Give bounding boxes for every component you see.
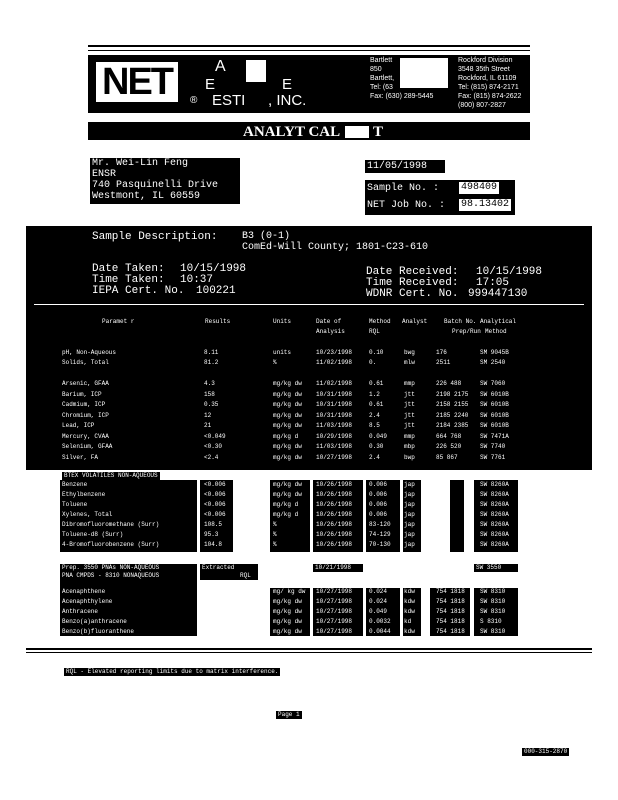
cell-parameter: Toluene-d8 (Surr) [62, 531, 124, 538]
date-taken-label: Date Taken: [92, 263, 165, 275]
page-number: Page 1 [278, 711, 300, 718]
cell-analyst: bwg [404, 349, 415, 356]
cell-method: SW 8260A [480, 491, 509, 498]
cell-result: <0.1 [204, 588, 219, 595]
col-header-analytical: Analytical [480, 318, 517, 325]
doc-title: ANALYT CAL [243, 124, 341, 140]
footnote: RQL - Elevated reporting limits due to matrix interference. [66, 668, 279, 675]
bartlett-line: Fax: (630) 289-5445 [370, 93, 434, 100]
cell-analyst: jap [404, 501, 415, 508]
net-job-row [365, 197, 515, 214]
cell-result: 158 [204, 390, 215, 398]
cell-date: 11/02/1998 [316, 359, 353, 366]
cell-parameter: Benzo(b)fluoranthene [62, 628, 135, 635]
group4-header-date: 10/21/1998 [315, 564, 352, 571]
cell-analyst: jtt [404, 401, 415, 408]
cell-method: SM 2540 [480, 359, 506, 366]
cell-rql: 0.61 [369, 401, 384, 408]
cell-parameter: Solids, Total [62, 359, 109, 366]
cell-parameter: Xylenes, Total [62, 511, 113, 518]
cell-rql: 0.10 [369, 349, 384, 356]
table-row [0, 481, 618, 489]
company-line1: A [215, 58, 226, 75]
cell-result: <0.006 [204, 491, 226, 498]
cell-parameter: Barium, ICP [62, 390, 102, 398]
cell-method: SW 7060 [480, 380, 506, 387]
cell-units: mg/ kg dw [273, 588, 306, 595]
cell-units: mg/kg d [273, 501, 299, 508]
cell-date: 10/26/1998 [316, 531, 353, 538]
bartlett-mask-block [400, 58, 448, 88]
cell-analyst: mlw [404, 359, 415, 366]
cell-method: SW 8310 [480, 598, 506, 605]
cell-analyst: jap [404, 521, 415, 528]
cell-date: 10/26/1998 [316, 491, 353, 498]
cell-analyst: kdw [404, 628, 415, 635]
cell-units: units [273, 349, 292, 356]
cell-result: 108.5 [204, 521, 223, 528]
table-row [0, 349, 618, 357]
table-row [0, 391, 618, 399]
col-header-date-sub: Analysis [316, 328, 345, 335]
cell-date: 10/23/1998 [316, 349, 353, 356]
cell-result: <0.30 [204, 443, 223, 450]
results-table-header [0, 318, 618, 338]
cell-units: mg/kg dw [273, 422, 302, 429]
col-header-batch: Batch No. [444, 318, 477, 325]
cell-analyst: jap [404, 491, 415, 498]
cell-result: <0.2 [204, 608, 219, 615]
cell-units: mg/kg dw [273, 380, 302, 387]
cell-date: 11/03/1998 [316, 422, 353, 429]
document-id: 000-315-2870 [524, 748, 568, 755]
cell-result: <0.049 [204, 432, 226, 440]
cell-method: SW 7471A [480, 432, 509, 440]
cell-analyst: kd [404, 618, 412, 625]
cell-rql: 2.4 [369, 411, 380, 419]
cell-parameter: Lead, ICP [62, 422, 95, 429]
cell-method: SW 8310 [480, 628, 506, 635]
table-row [0, 501, 618, 509]
company-line3b: , INC. [268, 92, 307, 109]
cell-batch: 226 520 [436, 443, 462, 450]
cell-rql: 0.006 [369, 501, 388, 508]
cell-result: <0.010 [204, 618, 226, 625]
rockford-line: Rockford, IL 61109 [458, 75, 517, 82]
table-row [0, 401, 618, 409]
cell-batch: 754 1818 [436, 628, 465, 635]
cell-parameter: pH, Non-Aqueous [62, 349, 117, 356]
cell-result: <2.4 [204, 453, 219, 461]
col-header-analyst: Analyst [402, 318, 428, 325]
cell-date: 10/27/1998 [316, 588, 353, 595]
table-header-rule [34, 304, 584, 305]
rockford-line: Rockford Division [458, 57, 513, 64]
cell-date: 10/29/1998 [316, 432, 353, 440]
cell-units: mg/kg dw [273, 390, 302, 398]
col-header-units: Units [273, 318, 292, 325]
rockford-address [458, 56, 521, 110]
report-date: 11/05/1998 [365, 160, 445, 173]
cell-rql: 0.61 [369, 380, 384, 387]
table-row [0, 598, 618, 606]
cell-date: 11/03/1998 [316, 443, 353, 450]
cell-rql: 1.2 [369, 390, 380, 398]
cell-rql: 0.30 [369, 443, 384, 450]
cell-rql: 2.4 [369, 453, 380, 461]
recipient-city: Westmont, IL 60559 [92, 191, 201, 202]
table-bottom-rule [26, 648, 592, 650]
cell-analyst: kdw [404, 588, 415, 595]
cell-date: 10/27/1998 [316, 608, 353, 615]
cell-method: SW 6010B [480, 390, 509, 398]
rockford-line: Tel: (815) 874-2171 [458, 84, 519, 91]
top-rule-thick [88, 45, 530, 47]
date-received-label: Date Received: [366, 266, 459, 278]
cell-method: SW 8310 [480, 588, 506, 595]
bartlett-line: Tel: (63 [370, 84, 393, 91]
cell-result: 12 [204, 411, 212, 419]
cell-date: 10/26/1998 [316, 511, 353, 518]
col-header-analytical-sub: Method [485, 328, 507, 335]
cell-analyst: jap [404, 531, 415, 538]
company-line2: E [205, 76, 216, 93]
cell-batch: 754 1818 [436, 598, 465, 605]
cell-units: mg/kg dw [273, 491, 302, 498]
cell-parameter: Benzo(a)anthracene [62, 618, 127, 625]
wdnr-value: 999447130 [468, 288, 528, 300]
cell-units: % [273, 521, 277, 528]
cell-method: SW 7761 [480, 453, 506, 461]
sample-job-block [365, 180, 515, 215]
cell-analyst: jap [404, 541, 415, 548]
cell-units: mg/kg dw [273, 608, 302, 615]
cell-batch: 53 [436, 531, 444, 538]
cell-rql: 70-130 [369, 541, 391, 548]
cell-date: 10/26/1998 [316, 541, 353, 548]
company-line2b: E [282, 76, 293, 93]
table-row [0, 531, 618, 539]
cell-rql: 0.024 [369, 588, 388, 595]
cell-rql: 0.049 [369, 432, 388, 440]
cell-date: 10/27/1998 [316, 598, 353, 605]
group4-header-result: Extracted [202, 564, 235, 571]
time-received-label: Time Received: [366, 277, 459, 289]
table-row [0, 608, 618, 616]
cell-method: S 8310 [480, 618, 502, 625]
cell-rql: 0.006 [369, 491, 388, 498]
cell-analyst: jap [404, 481, 415, 488]
cell-batch: 2184 2385 [436, 422, 469, 429]
doc-title-tail: T [373, 124, 384, 140]
cell-batch: 226 488 [436, 380, 462, 387]
sample-no-row [365, 180, 515, 197]
cell-method: SW 6010B [480, 411, 509, 419]
cell-batch: 53 [436, 491, 444, 498]
cell-units: mg/kg dw [273, 481, 302, 488]
cell-batch: 53 [436, 541, 444, 548]
cell-method: SW 8260A [480, 541, 509, 548]
cell-batch: 754 1818 [436, 608, 465, 615]
cell-parameter: Ethylbenzene [62, 491, 106, 498]
table-row [0, 628, 618, 636]
cell-method: SW 6010B [480, 401, 509, 408]
table-row [0, 454, 618, 462]
cell-batch: 754 1818 [436, 588, 465, 595]
recipient-block [90, 158, 240, 204]
group4-header: Prep. 3550 PNAs NON-AQUEOUS [62, 564, 160, 571]
col-header-batch-sub: Prep/Run [452, 328, 481, 335]
cell-parameter: Cadmium, ICP [62, 401, 106, 408]
bartlett-line: Bartlett, [370, 75, 395, 82]
group3-header: BTEX VOLATILES NON-AQUEOUS [64, 472, 158, 479]
registered-mark: ® [190, 95, 198, 106]
recipient-street: 740 Pasquinelli Drive [92, 180, 219, 191]
cell-method: SW 8260A [480, 501, 509, 508]
col-header-parameter: Paramet r [102, 318, 135, 325]
cell-rql: 0.049 [369, 608, 388, 615]
cell-batch: 2185 2240 [436, 411, 469, 419]
cell-parameter: Anthracene [62, 608, 99, 615]
sample-no-value: 498409 [461, 182, 498, 193]
cell-batch: 53 [436, 511, 444, 518]
cell-date: 10/31/1998 [316, 390, 353, 398]
cell-result: 4.3 [204, 380, 215, 387]
cell-date: 10/26/1998 [316, 521, 353, 528]
table-row [0, 380, 618, 388]
sample-desc-label: Sample Description: [92, 231, 218, 243]
cell-method: SW 8260A [480, 511, 509, 518]
cell-result: 95.3 [204, 531, 219, 538]
cell-result: <0.006 [204, 501, 226, 508]
table-row [0, 359, 618, 367]
cell-result: <0.006 [204, 511, 226, 518]
cell-batch: 2158 2155 [436, 401, 469, 408]
company-line3: ESTI [212, 92, 246, 109]
table-row [0, 618, 618, 626]
cell-batch: 53 [436, 501, 444, 508]
cell-parameter: Mercury, CVAA [62, 432, 109, 440]
cell-analyst: mbp [404, 443, 415, 450]
cell-date: 10/31/1998 [316, 411, 353, 419]
time-taken-value: 10:37 [180, 274, 214, 286]
table-row [0, 443, 618, 451]
cell-batch: 2198 2175 [436, 390, 469, 398]
table-row [0, 412, 618, 420]
cell-parameter: Benzene [62, 481, 88, 488]
cell-analyst: mmp [404, 380, 415, 387]
cell-batch: 664 768 [436, 432, 462, 440]
cell-batch: 85 867 [436, 453, 458, 461]
date-received-value: 10/15/1998 [476, 266, 543, 278]
cell-rql: 0.024 [369, 598, 388, 605]
sample-desc-line1: B3 (0-1) [242, 231, 291, 242]
table-row [0, 433, 618, 441]
cell-analyst: jtt [404, 390, 415, 398]
group4-header-method: SW 3550 [476, 564, 502, 571]
cell-rql: 0. [369, 359, 377, 366]
cell-units: mg/kg d [273, 511, 299, 518]
cell-date: 10/31/1998 [316, 401, 353, 408]
cell-result: <0.006 [204, 481, 226, 488]
cell-units: mg/kg dw [273, 453, 302, 461]
cell-analyst: jtt [404, 411, 415, 419]
cell-analyst: jap [404, 511, 415, 518]
cell-parameter: Toluene [62, 501, 88, 508]
wdnr-label: WDNR Cert. No. [366, 288, 459, 300]
cell-units: mg/kg dw [273, 598, 302, 605]
cell-date: 10/26/1998 [316, 501, 353, 508]
time-received-value: 17:05 [476, 277, 510, 289]
recipient-org: ENSR [92, 169, 117, 180]
cell-result: <0.118 [204, 628, 226, 635]
cell-units: % [273, 359, 277, 366]
cell-result: 81.2 [204, 359, 219, 366]
cell-units: mg/kg dw [273, 628, 302, 635]
cell-batch: 53 [436, 481, 444, 488]
net-job-value: 98.13402 [461, 199, 510, 210]
group4-header-rql: RQL [240, 572, 251, 579]
cell-method: SM 9045B [480, 349, 509, 356]
cell-date: 10/27/1998 [316, 628, 353, 635]
col-header-results: Results [205, 318, 231, 325]
cell-units: % [273, 531, 277, 538]
table-row [0, 422, 618, 430]
cell-method: SW 8310 [480, 608, 506, 615]
iepa-label: IEPA Cert. No. [92, 285, 185, 297]
cell-parameter: Arsenic, GFAA [62, 380, 109, 387]
cell-date: 10/27/1998 [316, 453, 353, 461]
cell-parameter: Chromium, ICP [62, 411, 109, 419]
table-row [0, 588, 618, 596]
cell-parameter: 4-Bromofluorobenzene (Surr) [62, 541, 160, 548]
cell-result: 8.11 [204, 349, 219, 356]
cell-units: mg/kg d [273, 432, 299, 440]
table-row [0, 511, 618, 519]
group4-subheader: PNA CMPDS - 8310 NONAQUEOUS [62, 572, 160, 579]
recipient-name: Mr. Wei-Lin Feng [92, 158, 189, 169]
cell-batch: 176 [436, 349, 447, 356]
net-job-label: NET Job No. : [367, 200, 446, 211]
cell-result: <0.1 [204, 598, 219, 605]
table-row [0, 521, 618, 529]
iepa-value: 100221 [196, 285, 236, 297]
cell-parameter: Dibromofluoromethane (Surr) [62, 521, 160, 528]
cell-result: 104.8 [204, 541, 223, 548]
col-header-method: Method [369, 318, 391, 325]
title-mask-block [345, 126, 369, 138]
cell-rql: 8.5 [369, 422, 380, 429]
date-taken-value: 10/15/1998 [180, 263, 247, 275]
table-row [0, 491, 618, 499]
cell-method: SW 8260A [480, 521, 509, 528]
cell-rql: 0.006 [369, 481, 388, 488]
table-row [0, 541, 618, 549]
cell-batch: 53 [436, 521, 444, 528]
time-taken-label: Time Taken: [92, 274, 165, 286]
top-rule-thin [88, 50, 530, 51]
cell-rql: 0.006 [369, 511, 388, 518]
cell-analyst: bwp [404, 453, 415, 461]
cell-units: mg/kg dw [273, 401, 302, 408]
table-bottom-rule-thin [26, 652, 592, 653]
net-logo: NET [96, 62, 178, 102]
cell-analyst: mmp [404, 432, 415, 440]
logo-mask-block [246, 60, 266, 82]
cell-parameter: Acenaphthene [62, 588, 106, 595]
cell-parameter: Acenaphthylene [62, 598, 113, 605]
cell-units: mg/kg dw [273, 618, 302, 625]
sample-no-label: Sample No. : [367, 183, 440, 194]
cell-batch: 2511 [436, 359, 451, 366]
cell-method: SW 7740 [480, 443, 506, 450]
cell-method: SW 8260A [480, 481, 509, 488]
cell-result: 0.35 [204, 401, 219, 408]
col-header-method-sub: RQL [369, 328, 380, 335]
cell-units: mg/kg dw [273, 411, 302, 419]
cell-analyst: kdw [404, 598, 415, 605]
cell-method: SW 8260A [480, 531, 509, 538]
cell-units: % [273, 541, 277, 548]
cell-batch: 754 1818 [436, 618, 465, 625]
rockford-line: 3548 35th Street [458, 66, 510, 73]
rockford-line: (800) 807-2827 [458, 102, 506, 109]
rockford-line: Fax: (815) 874-2622 [458, 93, 522, 100]
cell-rql: 74-129 [369, 531, 391, 538]
cell-date: 11/02/1998 [316, 380, 353, 387]
bartlett-line: 850 [370, 66, 382, 73]
cell-rql: 0.0044 [369, 628, 391, 635]
cell-analyst: jtt [404, 422, 415, 429]
cell-rql: 83-120 [369, 521, 391, 528]
col-header-date: Date of [316, 318, 342, 325]
cell-parameter: Silver, FA [62, 453, 99, 461]
cell-date: 10/26/1998 [316, 481, 353, 488]
cell-parameter: Selenium, GFAA [62, 443, 113, 450]
cell-units: mg/kg dw [273, 443, 302, 450]
sample-desc-line2: ComEd-Will County; 1801-C23-610 [242, 242, 429, 253]
bartlett-line: Bartlett [370, 57, 393, 64]
cell-analyst: kdw [404, 608, 415, 615]
cell-method: SW 6010B [480, 422, 509, 429]
cell-date: 10/27/1998 [316, 618, 353, 625]
cell-result: 21 [204, 422, 212, 429]
cell-rql: 0.0032 [369, 618, 391, 625]
